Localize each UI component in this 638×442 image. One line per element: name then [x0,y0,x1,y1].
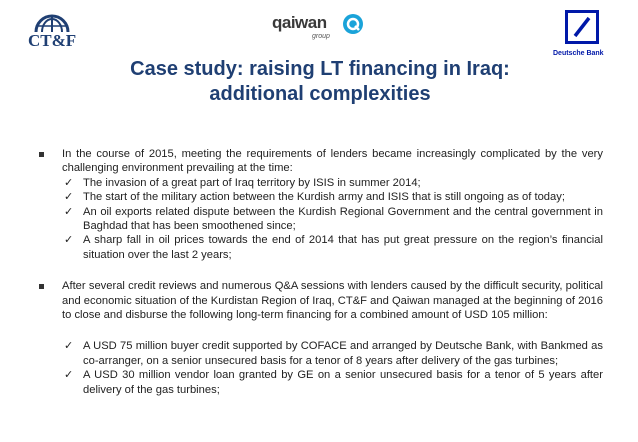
sub-bullet-text: The invasion of a great part of Iraq territory by ISIS in summer 2014; [83,176,421,189]
spacer [38,262,603,279]
deutsche-bank-slash-icon [565,10,599,44]
sub-bullet-text: An oil exports related dispute between the Kurdish Regional Government and the central government in Baghdad that has been smoothened since; [83,205,603,233]
checkmark-icon: ✓ [64,204,74,218]
sub-bullet-list [38,176,603,262]
ctf-logo-text: CT&F [28,31,77,50]
square-bullet-icon [39,284,44,289]
slide-title [60,57,580,107]
deutsche-bank-label: Deutsche Bank [553,50,604,57]
bullet-text: After several credit reviews and numerous Q&A sessions with lenders caused by the difficult security, political and economic situation of the Kurdistan Region of Iraq, CT&F and Qaiwan managed at the beginning of 2016 to close and disburse the following long-term financing for a combined amount of USD 105 million: [62,280,603,322]
ctf-logo [22,10,82,54]
bullet-text: In the course of 2015, meeting the requirements of lenders became increasingly complicated by the very challenging environment prevailing at the time: [62,148,603,175]
qaiwan-q-icon [342,13,364,35]
sub-bullet-text: A USD 75 million buyer credit supported by COFACE and arranged by Deutsche Bank, with Bankmed as co-arranger, on a senior unsecured basis for a tenor of 8 years after delivery of the gas turbines; [83,340,603,367]
qaiwan-logo-group: group [312,33,330,40]
checkmark-icon: ✓ [64,368,74,382]
sub-bullet-item [38,233,603,262]
sub-bullet-item [38,176,603,190]
checkmark-icon: ✓ [64,339,74,353]
slide-body [38,147,603,397]
sub-bullet-list [38,339,603,397]
sub-bullet-item [38,339,603,368]
bullet-item [38,279,603,322]
slide-title-line-2: additional complexities [209,83,431,105]
checkmark-icon: ✓ [64,233,74,247]
sub-bullet-text: The start of the military action between the Kurdish army and ISIS that is still ongoing as of today; [83,191,565,204]
sub-bullet-item [38,368,603,397]
sub-bullet-item [38,190,603,204]
sub-bullet-item [38,205,603,234]
qaiwan-logo [272,12,364,44]
qaiwan-logo-word: qaiwan [272,13,327,32]
deutsche-bank-logo [553,10,623,62]
bullet-item [38,147,603,176]
spacer [38,322,603,339]
slide-title-line-1: Case study: raising LT financing in Iraq: [130,58,510,80]
sub-bullet-text: A sharp fall in oil prices towards the end of 2014 that has put great pressure on the region’s financial situation over the last 2 years; [83,234,603,261]
square-bullet-icon [39,152,44,157]
checkmark-icon: ✓ [64,175,74,189]
sub-bullet-text: A USD 30 million vendor loan granted by GE on a senior unsecured basis for a tenor of 5 years after delivery of the gas turbines; [83,369,603,396]
checkmark-icon: ✓ [64,190,74,204]
